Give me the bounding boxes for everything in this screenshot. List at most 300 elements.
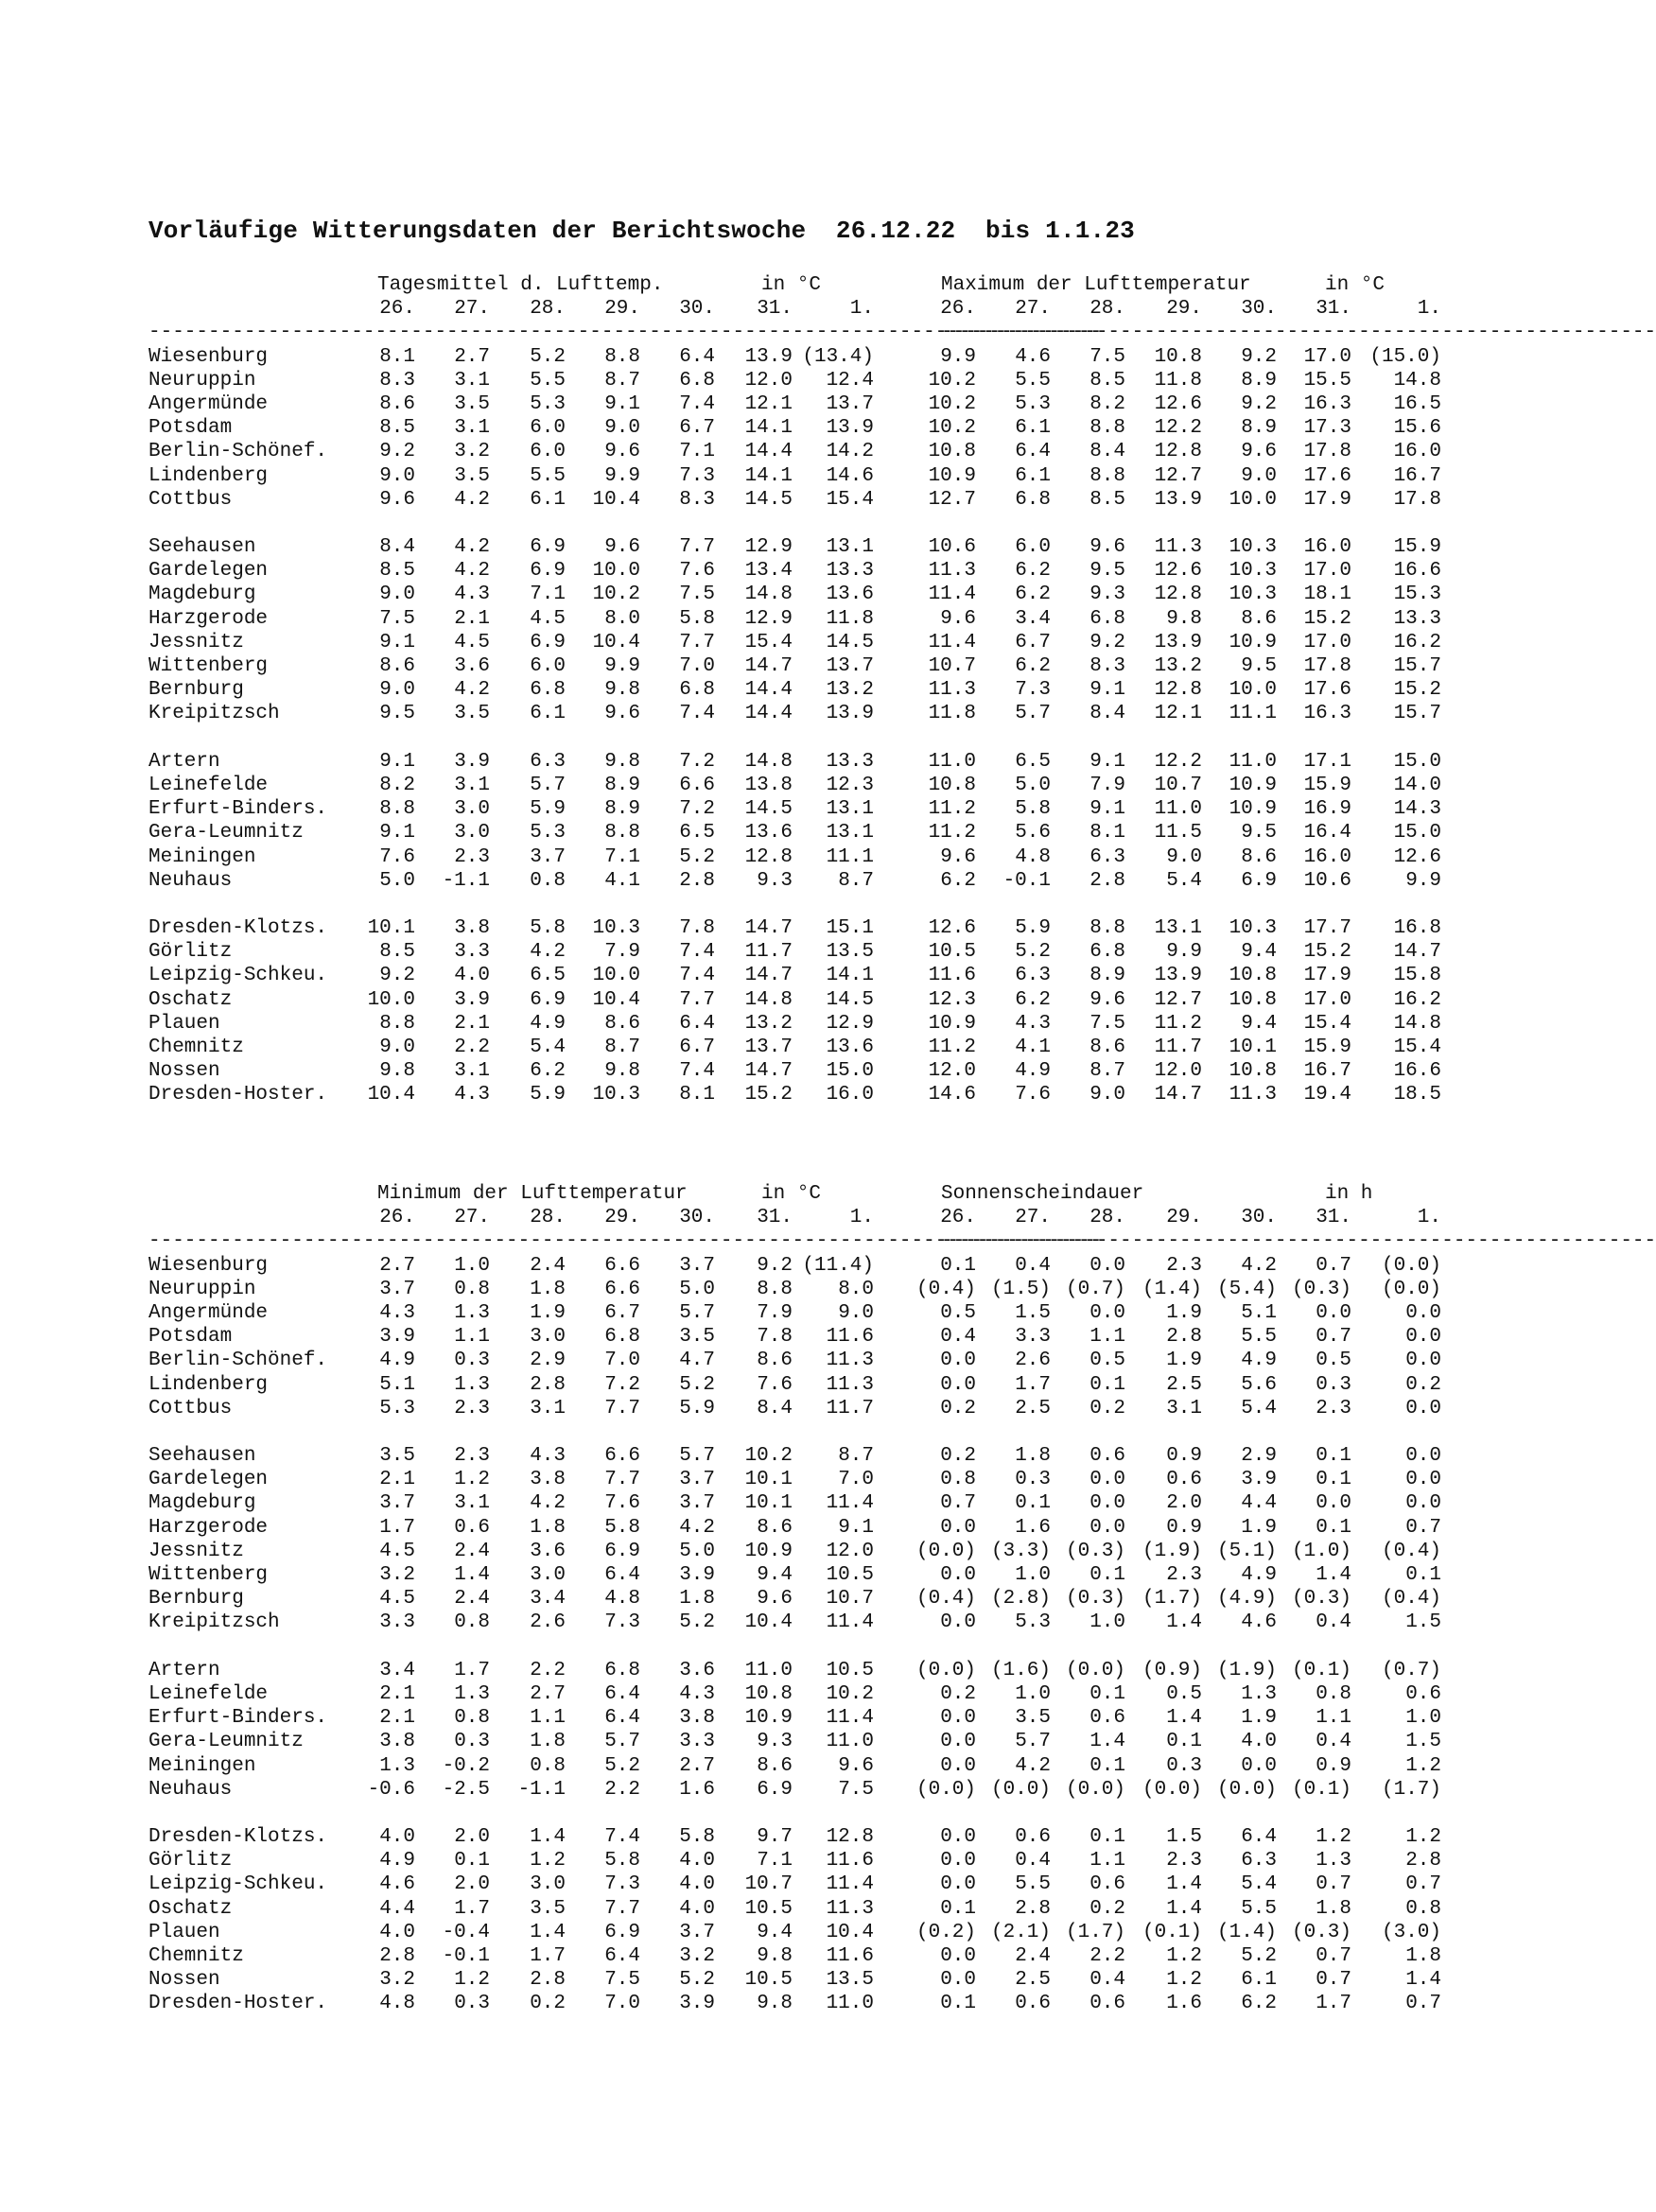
left-value-cell: 3.3 [379, 1611, 415, 1634]
left-value-cell: 10.9 [744, 1540, 793, 1562]
right-value-cell: 1.8 [1015, 1445, 1051, 1468]
left-value-cell: 1.2 [454, 1969, 490, 1992]
left-value-cell: 2.2 [604, 1778, 640, 1801]
right-value-cell: 15.2 [1393, 679, 1441, 702]
right-value-cell: 9.2 [1089, 631, 1125, 653]
right-value-cell: 7.6 [1015, 1084, 1051, 1106]
left-value-cell: 3.7 [679, 1469, 715, 1491]
right-value-cell: 1.0 [1405, 1707, 1441, 1730]
left-value-cell: 0.8 [530, 1754, 566, 1777]
station-name: Wiesenburg [148, 1254, 269, 1277]
left-value-cell: 13.7 [826, 392, 874, 415]
left-value-cell: 1.2 [454, 1469, 490, 1491]
left-value-cell: 5.8 [530, 917, 566, 940]
right-value-cell: 6.9 [1241, 869, 1277, 892]
left-value-cell: 6.9 [530, 536, 566, 559]
right-value-cell: 5.0 [1015, 774, 1051, 796]
left-value-cell: 8.3 [679, 488, 715, 511]
right-value-cell: 0.8 [1316, 1682, 1351, 1705]
left-value-cell: 3.5 [379, 1445, 415, 1468]
right-value-cell: 16.8 [1393, 917, 1441, 940]
left-value-cell: 13.6 [744, 822, 793, 845]
day-label: 26. [379, 1207, 415, 1229]
station-name: Neuruppin [148, 369, 256, 392]
left-value-cell: 4.8 [604, 1588, 640, 1611]
right-value-cell: 0.9 [1316, 1754, 1351, 1777]
left-value-cell: 4.2 [679, 1516, 715, 1539]
right-value-cell: 0.0 [940, 1516, 976, 1539]
left-value-cell: 7.0 [838, 1469, 874, 1491]
station-name: Plauen [148, 1012, 220, 1035]
right-value-cell: (0.3) [1291, 1588, 1351, 1611]
right-value-cell: (0.0) [1381, 1254, 1441, 1277]
right-value-cell: (0.7) [1381, 1659, 1441, 1681]
left-value-cell: 5.5 [530, 369, 566, 392]
station-name: Jessnitz [148, 1540, 244, 1562]
left-value-cell: 6.6 [604, 1445, 640, 1468]
right-value-cell: 13.9 [1154, 631, 1202, 653]
left-value-cell: 2.8 [679, 869, 715, 892]
right-value-cell: 11.5 [1154, 822, 1202, 845]
right-value-cell: 2.0 [1166, 1492, 1202, 1515]
right-value-cell: 1.8 [1405, 1945, 1441, 1967]
left-value-cell: 14.4 [744, 679, 793, 702]
left-value-cell: 4.6 [379, 1873, 415, 1896]
right-value-cell: 4.3 [1015, 1012, 1051, 1035]
left-value-cell: 10.5 [744, 1969, 793, 1992]
left-value-cell: 10.7 [826, 1588, 874, 1611]
right-value-cell: 12.8 [1154, 441, 1202, 463]
right-value-cell: 0.7 [940, 1492, 976, 1515]
right-value-cell: 8.4 [1089, 703, 1125, 725]
right-value-cell: 1.5 [1405, 1731, 1441, 1753]
right-value-cell: 15.8 [1393, 965, 1441, 987]
left-value-cell: 12.0 [826, 1540, 874, 1562]
right-value-cell: 0.0 [1089, 1492, 1125, 1515]
station-name: Magdeburg [148, 583, 256, 606]
right-value-cell: 0.1 [1316, 1445, 1351, 1468]
station-name: Leipzig-Schkeu. [148, 1873, 328, 1896]
left-value-cell: 8.3 [379, 369, 415, 392]
day-label: 31. [1316, 1207, 1351, 1229]
right-value-cell: 0.0 [940, 1564, 976, 1586]
left-table-unit: in °C [761, 1183, 822, 1205]
left-value-cell: 4.9 [379, 1350, 415, 1372]
right-value-cell: 15.3 [1393, 583, 1441, 606]
right-value-cell: 14.8 [1393, 1012, 1441, 1035]
left-value-cell: 6.7 [604, 1301, 640, 1324]
dash-rule-left: -------------------------------------------------------------------------------- [148, 1230, 1103, 1253]
left-value-cell: 9.2 [379, 965, 415, 987]
right-value-cell: (0.0) [1381, 1278, 1441, 1300]
right-value-cell: 5.3 [1015, 1611, 1051, 1634]
right-value-cell: (0.3) [1065, 1540, 1125, 1562]
right-value-cell: 4.2 [1015, 1754, 1051, 1777]
station-name: Lindenberg [148, 464, 269, 487]
left-value-cell: 6.6 [604, 1254, 640, 1277]
right-value-cell: (0.0) [1142, 1778, 1202, 1801]
right-value-cell: 6.7 [1015, 631, 1051, 653]
right-value-cell: 0.1 [940, 1254, 976, 1277]
right-value-cell: 10.2 [928, 417, 976, 440]
right-value-cell: 8.4 [1089, 441, 1125, 463]
left-value-cell: 5.2 [679, 1373, 715, 1396]
left-value-cell: 11.3 [826, 1373, 874, 1396]
day-label: 1. [849, 1207, 874, 1229]
left-value-cell: 10.0 [592, 965, 640, 987]
left-value-cell: 6.7 [679, 417, 715, 440]
right-value-cell: 2.3 [1316, 1397, 1351, 1420]
left-value-cell: 9.8 [604, 679, 640, 702]
right-value-cell: 8.8 [1089, 464, 1125, 487]
station-name: Kreipitzsch [148, 703, 280, 725]
left-value-cell: 7.7 [679, 536, 715, 559]
left-value-cell: (13.4) [802, 345, 874, 368]
station-name: Oschatz [148, 988, 233, 1011]
right-value-cell: 9.6 [1089, 536, 1125, 559]
day-label: 29. [604, 1207, 640, 1229]
left-value-cell: 14.8 [744, 583, 793, 606]
left-value-cell: 1.2 [530, 1850, 566, 1872]
left-value-cell: 7.5 [838, 1778, 874, 1801]
left-value-cell: 13.1 [826, 822, 874, 845]
right-value-cell: 6.8 [1089, 941, 1125, 964]
left-value-cell: 12.9 [744, 536, 793, 559]
left-value-cell: 6.4 [604, 1682, 640, 1705]
right-value-cell: 10.1 [1229, 1036, 1277, 1058]
right-value-cell: 1.4 [1405, 1969, 1441, 1992]
right-value-cell: (0.0) [1216, 1778, 1277, 1801]
left-value-cell: 1.8 [530, 1516, 566, 1539]
left-value-cell: 3.1 [454, 1492, 490, 1515]
left-value-cell: 9.6 [604, 703, 640, 725]
station-name: Gera-Leumnitz [148, 1731, 304, 1753]
right-value-cell: (0.4) [1381, 1540, 1441, 1562]
right-value-cell: 3.5 [1015, 1707, 1051, 1730]
left-value-cell: 4.4 [379, 1897, 415, 1920]
right-value-cell: 1.8 [1316, 1897, 1351, 1920]
left-value-cell: 3.7 [679, 1921, 715, 1943]
day-label: 29. [1166, 1207, 1202, 1229]
right-value-cell: 9.5 [1241, 822, 1277, 845]
day-label: 29. [604, 298, 640, 321]
left-value-cell: 1.3 [454, 1682, 490, 1705]
right-value-cell: 10.9 [1229, 631, 1277, 653]
right-value-cell: 5.4 [1241, 1873, 1277, 1896]
left-value-cell: 5.0 [679, 1278, 715, 1300]
right-value-cell: (0.4) [915, 1588, 976, 1611]
left-value-cell: 2.1 [379, 1682, 415, 1705]
left-value-cell: 3.0 [454, 798, 490, 821]
left-value-cell: 1.6 [679, 1778, 715, 1801]
left-value-cell: 7.3 [604, 1873, 640, 1896]
station-name: Meiningen [148, 1754, 256, 1777]
station-name: Potsdam [148, 1326, 233, 1349]
left-value-cell: 0.6 [454, 1516, 490, 1539]
left-value-cell: 11.3 [826, 1350, 874, 1372]
left-value-cell: 3.5 [454, 703, 490, 725]
day-label: 31. [757, 298, 793, 321]
right-value-cell: 0.2 [1089, 1897, 1125, 1920]
left-value-cell: 9.6 [604, 441, 640, 463]
left-value-cell: 6.7 [679, 1036, 715, 1058]
right-value-cell: 16.3 [1303, 392, 1351, 415]
left-value-cell: 6.9 [604, 1921, 640, 1943]
right-value-cell: 10.8 [928, 774, 976, 796]
left-value-cell: 4.2 [454, 488, 490, 511]
left-value-cell: 2.7 [530, 1682, 566, 1705]
station-name: Dresden-Hoster. [148, 1993, 328, 2015]
left-value-cell: 5.5 [530, 464, 566, 487]
left-value-cell: 7.5 [604, 1969, 640, 1992]
right-value-cell: 12.2 [1154, 750, 1202, 773]
left-value-cell: 4.3 [379, 1301, 415, 1324]
left-value-cell: 11.0 [826, 1993, 874, 2015]
right-value-cell: 0.9 [1166, 1445, 1202, 1468]
right-value-cell: 9.9 [1166, 941, 1202, 964]
right-value-cell: 2.9 [1241, 1445, 1277, 1468]
right-value-cell: 9.6 [1089, 988, 1125, 1011]
right-value-cell: 0.9 [1166, 1516, 1202, 1539]
right-value-cell: 12.6 [928, 917, 976, 940]
left-value-cell: 7.9 [757, 1301, 793, 1324]
right-value-cell: 17.7 [1303, 917, 1351, 940]
right-value-cell: 0.4 [1316, 1731, 1351, 1753]
left-value-cell: 5.8 [604, 1516, 640, 1539]
day-label: 30. [679, 298, 715, 321]
right-value-cell: 2.3 [1166, 1850, 1202, 1872]
left-value-cell: 4.3 [530, 1445, 566, 1468]
right-value-cell: 12.0 [928, 1060, 976, 1083]
left-value-cell: 6.4 [604, 1707, 640, 1730]
right-value-cell: 14.7 [1393, 941, 1441, 964]
left-value-cell: 11.7 [826, 1397, 874, 1420]
right-value-cell: 0.4 [1015, 1850, 1051, 1872]
right-value-cell: 2.8 [1166, 1326, 1202, 1349]
left-value-cell: 7.5 [379, 607, 415, 630]
left-value-cell: 8.6 [604, 1012, 640, 1035]
right-value-cell: 12.6 [1154, 392, 1202, 415]
dash-rule-right: ------------------------------------------------------------ [941, 322, 1656, 344]
left-value-cell: 5.7 [679, 1445, 715, 1468]
right-value-cell: 2.8 [1089, 869, 1125, 892]
left-value-cell: 2.7 [454, 345, 490, 368]
right-value-cell: 16.9 [1303, 798, 1351, 821]
left-value-cell: 3.0 [530, 1326, 566, 1349]
right-value-cell: 0.6 [1015, 1993, 1051, 2015]
right-value-cell: 7.5 [1089, 1012, 1125, 1035]
right-value-cell: 6.3 [1089, 845, 1125, 868]
left-value-cell: 8.8 [757, 1278, 793, 1300]
right-value-cell: 0.0 [940, 1754, 976, 1777]
right-value-cell: 11.0 [928, 750, 976, 773]
left-value-cell: 6.5 [530, 965, 566, 987]
left-value-cell: 11.4 [826, 1611, 874, 1634]
right-value-cell: (5.4) [1216, 1278, 1277, 1300]
left-value-cell: 11.4 [826, 1492, 874, 1515]
left-value-cell: 9.0 [379, 583, 415, 606]
right-value-cell: 0.0 [1405, 1301, 1441, 1324]
left-value-cell: 7.7 [604, 1469, 640, 1491]
right-value-cell: (0.0) [915, 1659, 976, 1681]
left-value-cell: -1.1 [517, 1778, 566, 1801]
right-value-cell: 6.1 [1015, 417, 1051, 440]
left-value-cell: 5.2 [679, 1969, 715, 1992]
right-value-cell: 1.1 [1316, 1707, 1351, 1730]
left-value-cell: 12.8 [826, 1826, 874, 1849]
station-name: Kreipitzsch [148, 1611, 280, 1634]
left-value-cell: 5.2 [679, 845, 715, 868]
right-value-cell: (0.2) [915, 1921, 976, 1943]
left-value-cell: 2.9 [530, 1350, 566, 1372]
left-value-cell: 5.0 [679, 1540, 715, 1562]
right-value-cell: 9.4 [1241, 1012, 1277, 1035]
left-value-cell: 4.5 [379, 1540, 415, 1562]
right-value-cell: 0.0 [1089, 1301, 1125, 1324]
left-value-cell: 2.1 [454, 1012, 490, 1035]
left-value-cell: 5.4 [530, 1036, 566, 1058]
left-value-cell: 11.3 [826, 1897, 874, 1920]
left-value-cell: 11.0 [744, 1659, 793, 1681]
left-value-cell: 13.4 [744, 560, 793, 583]
right-value-cell: 1.1 [1089, 1850, 1125, 1872]
left-value-cell: 6.0 [530, 417, 566, 440]
right-value-cell: 1.3 [1316, 1850, 1351, 1872]
left-value-cell: 4.0 [679, 1897, 715, 1920]
right-value-cell: 4.4 [1241, 1492, 1277, 1515]
right-value-cell: 0.5 [1089, 1350, 1125, 1372]
right-value-cell: 1.0 [1015, 1682, 1051, 1705]
right-value-cell: 0.0 [940, 1707, 976, 1730]
station-name: Erfurt-Binders. [148, 798, 328, 821]
left-value-cell: 14.5 [744, 798, 793, 821]
station-name: Angermünde [148, 1301, 269, 1324]
right-value-cell: (0.3) [1291, 1921, 1351, 1943]
right-value-cell: (0.0) [915, 1540, 976, 1562]
station-name: Bernburg [148, 1588, 244, 1611]
left-value-cell: 11.1 [826, 845, 874, 868]
right-value-cell: 2.5 [1166, 1373, 1202, 1396]
right-value-cell: (3.0) [1381, 1921, 1441, 1943]
left-value-cell: 4.8 [379, 1993, 415, 2015]
left-value-cell: 7.0 [604, 1993, 640, 2015]
left-value-cell: 3.3 [454, 941, 490, 964]
right-value-cell: 0.2 [940, 1445, 976, 1468]
day-label: 26. [379, 298, 415, 321]
right-value-cell: 17.9 [1303, 965, 1351, 987]
right-value-cell: 6.0 [1015, 536, 1051, 559]
left-value-cell: 0.8 [454, 1278, 490, 1300]
left-value-cell: 7.6 [757, 1373, 793, 1396]
left-value-cell: 4.2 [454, 536, 490, 559]
left-value-cell: 8.9 [604, 774, 640, 796]
right-value-cell: (0.7) [1065, 1278, 1125, 1300]
left-value-cell: 6.9 [530, 560, 566, 583]
right-value-cell: 1.4 [1166, 1707, 1202, 1730]
right-value-cell: 7.9 [1089, 774, 1125, 796]
left-value-cell: 8.8 [604, 345, 640, 368]
left-value-cell: 9.0 [604, 417, 640, 440]
right-value-cell: 1.2 [1316, 1826, 1351, 1849]
left-value-cell: 5.8 [679, 607, 715, 630]
right-value-cell: 6.8 [1015, 488, 1051, 511]
right-value-cell: 0.7 [1316, 1873, 1351, 1896]
left-value-cell: 14.2 [826, 441, 874, 463]
left-value-cell: 10.5 [826, 1564, 874, 1586]
right-value-cell: 10.3 [1229, 536, 1277, 559]
left-value-cell: 8.4 [757, 1397, 793, 1420]
station-name: Angermünde [148, 392, 269, 415]
left-value-cell: 6.8 [679, 679, 715, 702]
right-value-cell: 2.3 [1166, 1254, 1202, 1277]
right-value-cell: 6.2 [1241, 1993, 1277, 2015]
left-value-cell: 4.0 [379, 1826, 415, 1849]
left-value-cell: 2.3 [454, 1445, 490, 1468]
day-label: 30. [1241, 1207, 1277, 1229]
right-value-cell: 10.2 [928, 369, 976, 392]
right-value-cell: (1.0) [1291, 1540, 1351, 1562]
day-label: 27. [454, 1207, 490, 1229]
right-value-cell: -0.1 [1002, 869, 1051, 892]
right-value-cell: 4.1 [1015, 1036, 1051, 1058]
left-value-cell: 11.6 [826, 1945, 874, 1967]
day-label: 1. [1417, 1207, 1441, 1229]
right-value-cell: 0.4 [1089, 1969, 1125, 1992]
left-value-cell: 5.0 [379, 869, 415, 892]
left-value-cell: 3.8 [454, 917, 490, 940]
left-value-cell: 4.5 [379, 1588, 415, 1611]
left-value-cell: 11.6 [826, 1850, 874, 1872]
right-value-cell: 5.7 [1015, 1731, 1051, 1753]
right-value-cell: 6.8 [1089, 607, 1125, 630]
left-value-cell: 6.9 [604, 1540, 640, 1562]
left-value-cell: 12.1 [744, 392, 793, 415]
left-value-cell: 2.8 [530, 1969, 566, 1992]
left-value-cell: 10.2 [592, 583, 640, 606]
right-value-cell: 0.6 [1089, 1993, 1125, 2015]
left-value-cell: 8.0 [838, 1278, 874, 1300]
right-value-cell: 5.8 [1015, 798, 1051, 821]
left-value-cell: 11.6 [826, 1326, 874, 1349]
right-value-cell: 5.3 [1015, 392, 1051, 415]
station-name: Leipzig-Schkeu. [148, 965, 328, 987]
right-value-cell: 11.8 [1154, 369, 1202, 392]
left-value-cell: 1.8 [679, 1588, 715, 1611]
left-value-cell: 6.8 [604, 1659, 640, 1681]
right-value-cell: 9.8 [1166, 607, 1202, 630]
left-value-cell: 6.6 [679, 774, 715, 796]
left-value-cell: 14.7 [744, 917, 793, 940]
right-value-cell: 12.0 [1154, 1060, 1202, 1083]
day-label: 28. [530, 1207, 566, 1229]
right-value-cell: 0.1 [1316, 1516, 1351, 1539]
left-value-cell: 10.1 [744, 1492, 793, 1515]
left-value-cell: 12.4 [826, 369, 874, 392]
right-value-cell: 9.6 [940, 845, 976, 868]
left-value-cell: 8.8 [379, 1012, 415, 1035]
right-value-cell: 12.3 [928, 988, 976, 1011]
left-value-cell: 2.4 [530, 1254, 566, 1277]
left-value-cell: 9.2 [757, 1254, 793, 1277]
left-table-title: Minimum der Lufttemperatur [377, 1183, 688, 1205]
right-value-cell: 1.5 [1405, 1611, 1441, 1634]
right-value-cell: 15.4 [1303, 1012, 1351, 1035]
left-value-cell: 3.6 [679, 1659, 715, 1681]
left-value-cell: 13.1 [826, 536, 874, 559]
left-value-cell: 12.8 [744, 845, 793, 868]
right-value-cell: 6.1 [1015, 464, 1051, 487]
day-label: 29. [1166, 298, 1202, 321]
